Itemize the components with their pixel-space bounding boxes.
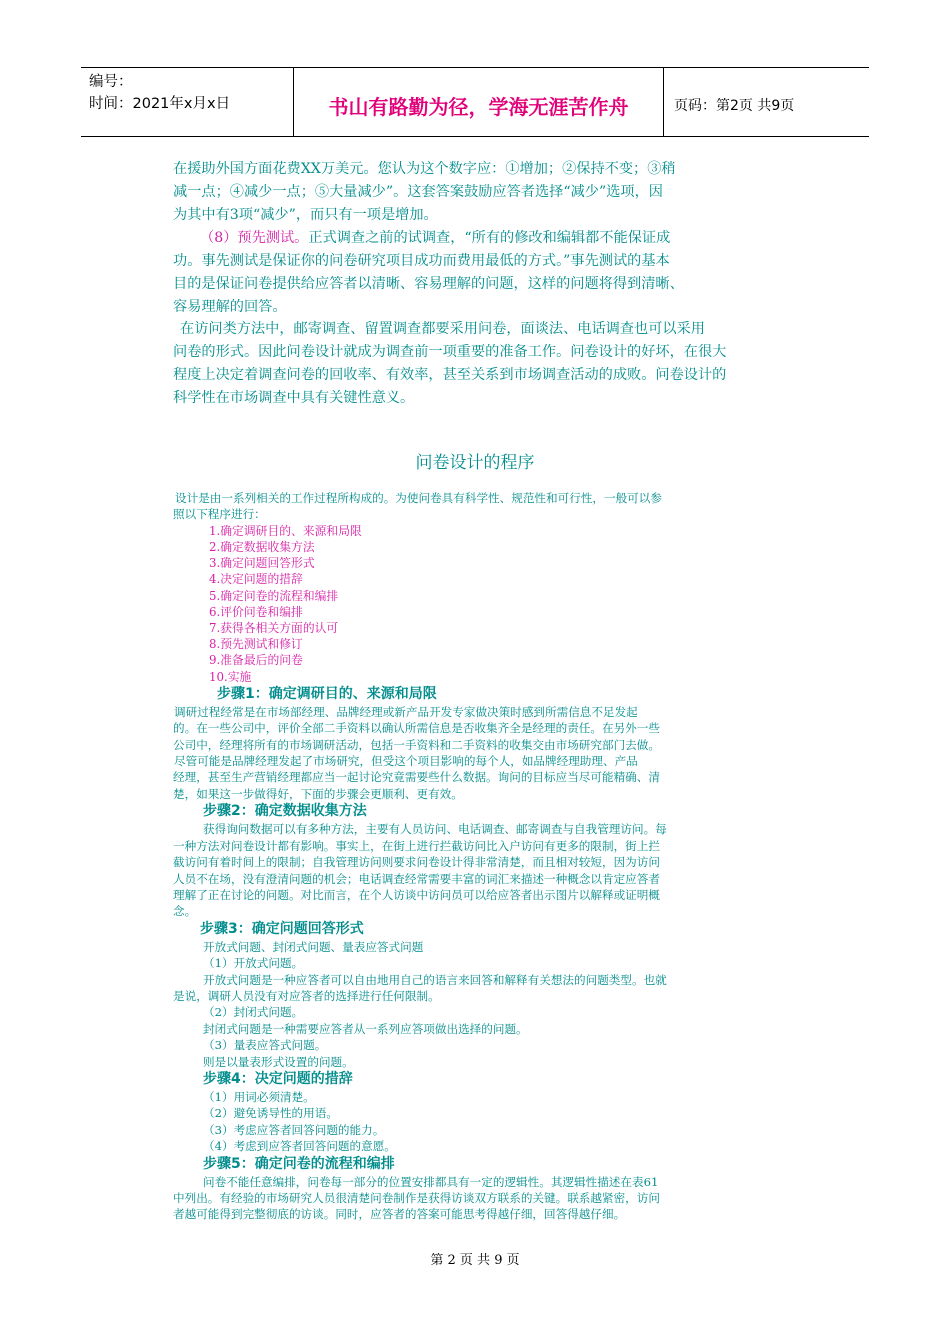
section-title: 问卷设计的程序 xyxy=(415,453,535,473)
text-line: 问卷的形式。因此问卷设计就成为调查前一项重要的准备工作。问卷设计的好坏，在很大 xyxy=(173,344,727,360)
text-line: 容易理解的回答。 xyxy=(173,299,287,315)
text-line: 者越可能得到完整彻底的访谈。同时，应答者的答案可能思考得越仔细，回答得越仔细。 xyxy=(173,1207,626,1222)
step-2-title: 步骤2：确定数据收集方法 xyxy=(203,803,367,820)
text-line: （3）考虑应答者回答问题的能力。 xyxy=(203,1122,385,1137)
text-line: （2）封闭式问题。 xyxy=(203,1005,304,1020)
text-line: （4）考虑到应答者回答问题的意愿。 xyxy=(203,1139,396,1154)
doc-time-label: 时间：2021年x月x日 xyxy=(89,96,231,112)
text-line: 封闭式问题是一种需要应答者从一系列应答项做出选择的问题。 xyxy=(203,1021,528,1036)
text-line: 功。事先测试是保证你的问卷研究项目成功而费用最低的方式。”事先测试的基本 xyxy=(173,253,670,269)
text-line: 设计是由一系列相关的工作过程所构成的。为使问卷具有科学性、规范性和可行性，一般可以参 xyxy=(175,491,662,505)
text-line: 一种方法对问卷设计都有影响。事实上，在街上进行拦截访问比入户访问有更多的限制，街上拦 xyxy=(173,838,660,853)
text-line: 尽管可能是品牌经理发起了市场研究，但受这个项目影响的每个人，如品牌经理助理、产品 xyxy=(174,754,638,769)
text-line: 在访问类方法中，邮寄调查、留置调查都要采用问卷，面谈法、电话调查也可以采用 xyxy=(180,321,705,337)
text-line: 问卷不能任意编排，问卷每一部分的位置安排都具有一定的逻辑性。其逻辑性描述在表61 xyxy=(203,1174,659,1189)
text-line: 开放式问题、封闭式问题、量表应答式问题 xyxy=(203,939,424,954)
text-line: 中列出。有经验的市场研究人员很清楚问卷制作是获得访谈双方联系的关键。联系越紧密，访问 xyxy=(173,1191,660,1205)
text-line: 开放式问题是一种应答者可以自由地用自己的语言来回答和解释有关想法的问题类型。也就 xyxy=(203,972,667,987)
list-item: 2.确定数据收集方法 xyxy=(209,540,315,555)
text-line: 调研过程经常是在市场部经理、品牌经理或新产品开发专家做决策时感到所需信息不足发起 xyxy=(174,704,638,719)
text-line: 在援助外国方面花费XX万美元。您认为这个数字应：①增加；②保持不变；③稍 xyxy=(173,161,676,177)
list-item: 4.决定问题的措辞 xyxy=(209,572,303,587)
list-item: 5.确定问卷的流程和编排 xyxy=(209,588,339,603)
list-item: 6.评价问卷和编排 xyxy=(209,604,303,619)
text-line: 正式调查之前的试调查，“所有的修改和编辑都不能保证成 xyxy=(308,230,671,246)
doc-number-label: 编号： xyxy=(89,74,133,90)
page-footer: 第 2 页 共 9 页 xyxy=(430,1253,520,1268)
text-line: （1）用词必须清楚。 xyxy=(203,1089,315,1104)
text-line: 经理，甚至生产营销经理都应当一起讨论究竟需要些什么数据。询问的目标应当尽可能精确、清 xyxy=(173,770,660,785)
list-item: 9.准备最后的问卷 xyxy=(209,653,303,668)
list-item: 1.确定调研目的、来源和局限 xyxy=(209,523,362,538)
text-line: 获得询问数据可以有多种方法，主要有人员访问、电话调查、邮寄调查与自我管理访问。每 xyxy=(203,822,667,837)
intro-paragraph xyxy=(173,158,676,227)
text-line: 减一点；④减少一点；⑤大量减少”。这套答案鼓励应答者选择“减少”选项，因 xyxy=(173,184,663,200)
text-line: 为其中有3项“减少”，而只有一项是增加。 xyxy=(173,207,438,223)
text-line: 目的是保证问卷提供给应答者以清晰、容易理解的问题，这样的问题将得到清晰、 xyxy=(173,276,684,292)
section-body xyxy=(173,490,793,1223)
text-line: 的。在一些公司中，评价全部二手资料以确认所需信息是否收集齐全是经理的责任。在另外一些 xyxy=(173,721,660,736)
text-line: 科学性在市场调查中具有关键性意义。 xyxy=(173,390,415,406)
header-motto: 书山有路勤为径，学海无涯苦作舟 xyxy=(294,68,664,136)
text-line: 是说，调研人员没有对应答者的选择进行任何限制。 xyxy=(173,988,440,1003)
header-page-info: 页码：第2页 共9页 xyxy=(674,98,795,114)
summary-paragraph xyxy=(173,318,726,410)
procedure-list xyxy=(173,523,793,685)
step-1-title: 步骤1：确定调研目的、来源和局限 xyxy=(217,685,437,702)
text-line: 截访问有着时间上的限制；自我管理访问则要求问卷设计得非常清楚，而且相对较短，因为访问 xyxy=(173,855,660,870)
step-4-title: 步骤4：决定问题的措辞 xyxy=(203,1070,353,1087)
text-line: 公司中，经理将所有的市场调研活动，包括一手资料和二手资料的收集交由市场研究部门去做。 xyxy=(173,737,660,752)
list-item: 10.实施 xyxy=(209,669,252,684)
text-line: 念。 xyxy=(173,904,197,919)
pretest-paragraph xyxy=(173,227,684,319)
header-meta xyxy=(81,68,294,136)
text-line: （2）避免诱导性的用语。 xyxy=(203,1106,338,1121)
text-line: 照以下程序进行： xyxy=(173,507,266,522)
list-item: 8.预先测试和修订 xyxy=(209,637,303,652)
text-line: 楚，如果这一步做得好，下面的步骤会更顺利、更有效。 xyxy=(173,786,463,801)
text-line: （1）开放式问题。 xyxy=(203,956,304,971)
step-3-title: 步骤3：确定问题回答形式 xyxy=(200,920,364,937)
pretest-label: （8）预先测试。 xyxy=(200,230,309,246)
text-line: 程度上决定着调查问卷的回收率、有效率，甚至关系到市场调查活动的成败。问卷设计的 xyxy=(173,367,727,383)
text-line: 则是以量表形式设置的问题。 xyxy=(203,1054,354,1069)
text-line: （3）量表应答式问题。 xyxy=(203,1038,327,1053)
page-header xyxy=(81,67,869,137)
list-item: 7.获得各相关方面的认可 xyxy=(209,621,339,636)
list-item: 3.确定问题回答形式 xyxy=(209,556,315,571)
step-5-title: 步骤5：确定问卷的流程和编排 xyxy=(203,1155,395,1172)
text-line: 人员不在场，没有澄清问题的机会；电话调查经常需要丰富的词汇来描述一种概念以肯定应答者 xyxy=(173,871,660,886)
text-line: 理解了正在讨论的问题。对比而言，在个人访谈中访问员可以给应答者出示图片以解释或证明概 xyxy=(173,887,660,902)
